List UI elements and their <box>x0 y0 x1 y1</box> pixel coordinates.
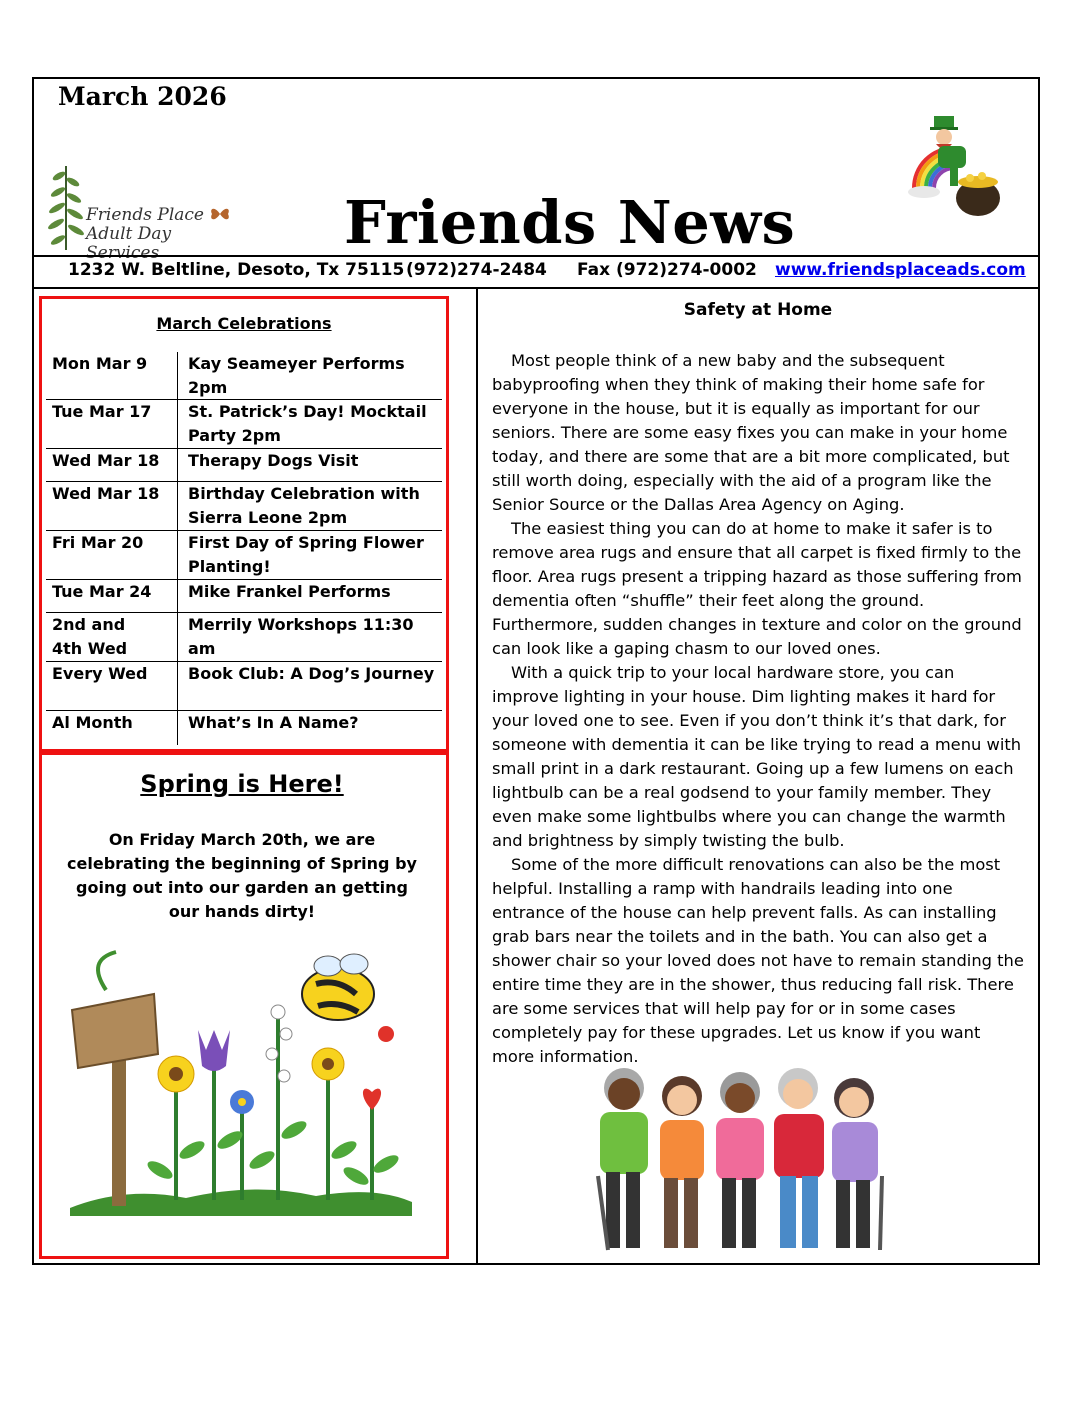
spring-text: On Friday March 20th, we are celebrating the beginning of Spring by going out into our garden an getting our hands dirty! <box>67 830 417 921</box>
celebration-event: First Day of Spring Flower Planting! <box>188 533 424 576</box>
butterfly-icon <box>209 206 231 222</box>
celebration-event: What’s In A Name? <box>188 713 359 732</box>
table-row <box>46 613 442 662</box>
celebration-event: Book Club: A Dog’s Journey <box>188 664 435 683</box>
celebration-date: Tue Mar 17 <box>46 400 178 448</box>
article-body <box>492 349 1026 1069</box>
issue-date: March 2026 <box>58 82 227 111</box>
table-row <box>46 482 442 531</box>
article-paragraph: Most people think of a new baby and the subsequent babyproofing when they think of making their home safe for everyone in the house, but it is equally as important for our seniors. There are some easy fixes you can make in your home today, and there are some that are a bit more complicated, but still worth doing, especially with the aid of a program like the Senior Source or the Dallas Area Agency on Aging. <box>492 351 1010 514</box>
table-row <box>46 400 442 449</box>
friends-place-logo <box>46 162 246 263</box>
table-row <box>46 352 442 400</box>
celebration-date: Wed Mar 18 <box>46 449 178 481</box>
column-divider <box>476 287 478 1265</box>
article-paragraph: The easiest thing you can do at home to make it safer is to remove area rugs and ensure that all carpet is fixed firmly to the floor. Area rugs present a tripping hazard as those suffering from dementia often “shuffle” their feet along the ground. Furthermore, sudden changes in texture and color on the ground can look like a gaping chasm to our loved ones. <box>492 519 1022 658</box>
phone-text: (972)274-2484 <box>406 260 547 280</box>
leprechaun-rainbow-icon <box>906 112 1006 218</box>
senior-1 <box>598 1068 648 1250</box>
table-row <box>46 531 442 580</box>
spring-title: Spring is Here! <box>140 770 344 798</box>
celebrations-table <box>46 352 442 745</box>
celebration-date: Every Wed <box>46 662 178 710</box>
celebration-date: 2nd and 4th Wed <box>46 613 178 661</box>
table-row <box>46 580 442 613</box>
seniors-group-icon <box>584 1066 894 1252</box>
celebrations-heading: March Celebrations <box>156 314 332 333</box>
header-divider-top <box>32 255 1040 257</box>
celebration-event: Therapy Dogs Visit <box>188 451 359 470</box>
fax-text: Fax (972)274-0002 <box>577 260 757 280</box>
celebration-date: Al Month <box>46 711 178 745</box>
celebration-event: Kay Seameyer Performs 2pm <box>188 354 405 397</box>
header-divider-bottom <box>32 287 1040 289</box>
address-text: 1232 W. Beltline, Desoto, Tx 75115 <box>68 260 405 280</box>
table-row <box>46 449 442 482</box>
celebration-event: St. Patrick’s Day! Mocktail Party 2pm <box>188 402 427 445</box>
garden-flowers-icon <box>66 950 416 1216</box>
newsletter-title: Friends News <box>344 188 796 257</box>
article-title: Safety at Home <box>683 300 833 320</box>
celebration-date: Wed Mar 18 <box>46 482 178 530</box>
table-row <box>46 711 442 745</box>
celebration-date: Mon Mar 9 <box>46 352 178 399</box>
logo-line-2: Adult Day Services <box>86 224 172 263</box>
table-row <box>46 662 442 711</box>
plant-logo-icon <box>46 162 86 254</box>
celebration-event: Mike Frankel Performs <box>188 582 391 601</box>
article-paragraph: With a quick trip to your local hardware store, you can improve lighting in your house. Dim lighting makes it hard for your loved one to see. Even if you don’t think it’s that dark, for someone with dementia it can be like trying to read a menu with small print in a dark restaurant. Going up a few lumens on each lightbulb can be a real godsend to your family member. They even make some lightbulbs where you can change the warmth and brightness by simply twisting the bulb. <box>492 663 1022 850</box>
celebration-date: Fri Mar 20 <box>46 531 178 579</box>
website-link[interactable]: www.friendsplaceads.com <box>775 260 1026 280</box>
celebration-event: Birthday Celebration with Sierra Leone 2pm <box>188 484 420 527</box>
celebration-date: Tue Mar 24 <box>46 580 178 612</box>
celebration-event: Merrily Workshops 11:30 am <box>188 615 414 658</box>
logo-line-1: Friends Place <box>86 205 204 225</box>
article-paragraph: Some of the more difficult renovations can also be the most helpful. Installing a ramp with handrails leading into one entrance of the house can help prevent falls. As can installing grab bars near the toilets and in the bath. You can also get a shower chair so your loved does not have to remain standing the entire time they are in the shower, thus reducing fall risk. There are some services that will help pay for or in some cases completely pay for these upgrades. Let us know if you want more information. <box>492 855 1024 1066</box>
